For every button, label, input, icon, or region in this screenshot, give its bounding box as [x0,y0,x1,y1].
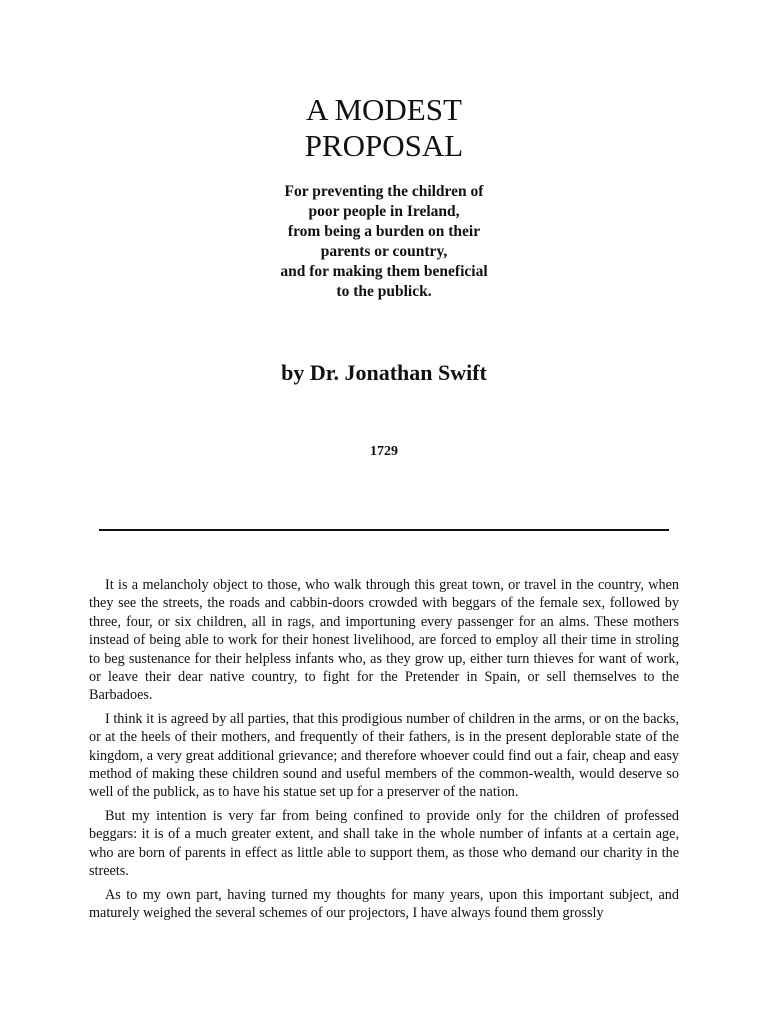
paragraph: I think it is agreed by all parties, that this prodigious number of children in the arms, or on the backs, or at the heels of their mothers, and frequently of their fathers, is in the present deplorable state of the kingdom, a very great additional grievance; and therefore whoever could find out a fair, cheap and easy method of making these children sound and useful members of the common-wealth, would deserve so well of the publick, as to have his statue set up for a preserver of the nation. [89,710,679,801]
title-line: A MODEST [306,92,462,127]
title-line: PROPOSAL [304,128,464,163]
body-text [89,576,679,927]
publication-year: 1729 [370,444,398,459]
document-subtitle [0,182,768,302]
author-byline: by Dr. Jonathan Swift [281,360,487,385]
subtitle-line: and for making them beneficial [280,263,488,280]
document-title [0,92,768,164]
paragraph: But my intention is very far from being confined to provide only for the children of professed beggars: it is of a much greater extent, and shall take in the whole number of infants at a certain age, who are born of parents in effect as little able to support them, as those who demand our charity in the streets. [89,807,679,880]
subtitle-line: to the publick. [336,283,432,300]
paragraph: As to my own part, having turned my thoughts for many years, upon this important subject, and maturely weighed the several schemes of our projectors, I have always found them grossly [89,886,679,921]
subtitle-line: from being a burden on their [287,223,481,240]
paragraph: It is a melancholy object to those, who walk through this great town, or travel in the country, when they see the streets, the roads and cabbin-doors crowded with beggars of the female sex, followed by three, four, or six children, all in rags, and importuning every passenger for an alms. These mothers instead of being able to work for their honest livelihood, are forced to employ all their time in stroling to beg sustenance for their helpless infants who, as they grow up, either turn thieves for want of work, or leave their dear native country, to fight for the Pretender in Spain, or sell themselves to the Barbadoes. [89,577,679,704]
subtitle-line: poor people in Ireland, [308,203,460,220]
subtitle-line: For preventing the children of [284,183,484,200]
subtitle-line: parents or country, [320,243,448,260]
horizontal-divider [99,529,669,531]
